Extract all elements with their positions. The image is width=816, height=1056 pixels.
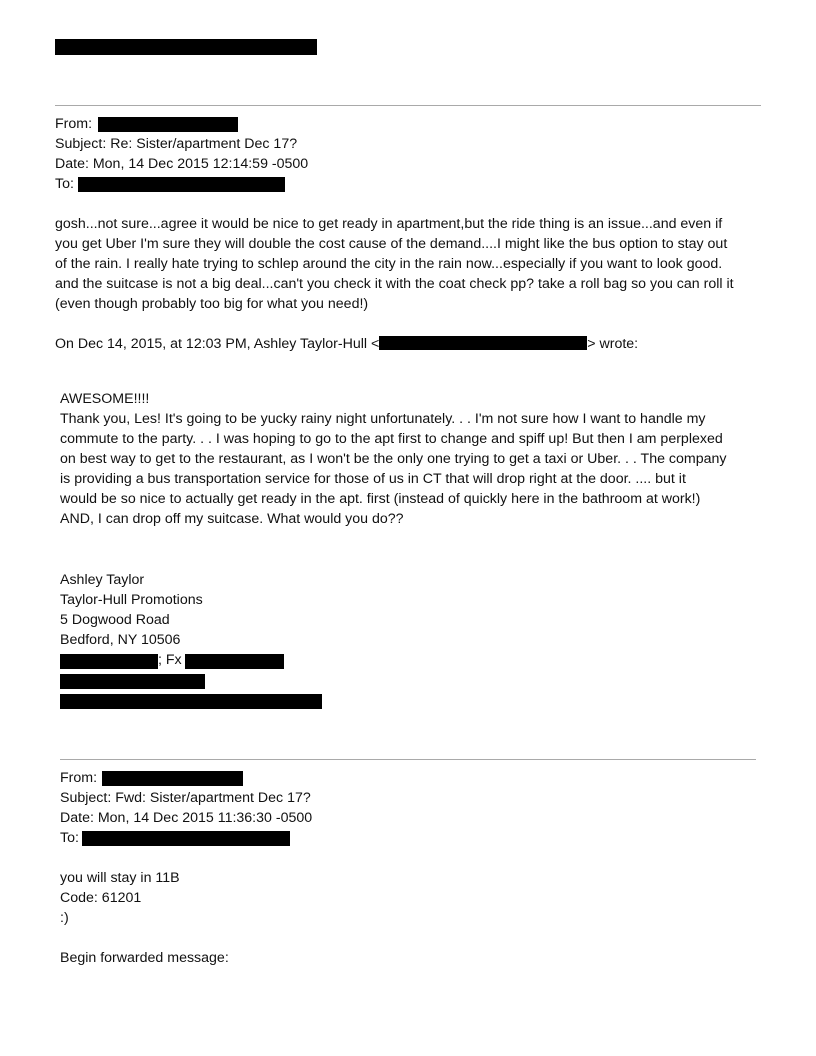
quoted-body	[60, 409, 727, 529]
email1-body-line: gosh...not sure...agree it would be nice to get ready in apartment,but the ride thing is an issue...and even if	[55, 216, 723, 232]
forward-divider	[60, 759, 756, 760]
quoted-body-line: on best way to get to the restaurant, as I won't be the only one trying to get a taxi or Uber. . . The company	[60, 451, 727, 467]
email1-from-redaction	[98, 117, 238, 132]
signature-name: Ashley Taylor	[60, 572, 145, 588]
email2-from-redaction	[102, 771, 243, 786]
signature-web-redaction	[60, 694, 322, 709]
signature-address2: Bedford, NY 10506	[60, 632, 181, 648]
email2-body-line: Code: 61201	[60, 890, 142, 906]
quote-intro-prefix: On Dec 14, 2015, at 12:03 PM, Ashley Taylor-Hull <	[55, 336, 380, 352]
quote-email-redaction	[379, 336, 587, 350]
quoted-body-line: commute to the party. . . I was hoping to go to the apt first to change and spiff up! But then I am perplexed	[60, 431, 723, 447]
email1-from-label: From:	[55, 116, 93, 132]
signature-phone-redaction	[60, 654, 158, 669]
email2-to-redaction	[82, 831, 290, 846]
email1-body-line: and the suitcase is not a big deal...can't you check it with the coat check pp? take a roll bag so you can roll it	[55, 276, 734, 292]
forwarded-message-label: Begin forwarded message:	[60, 950, 229, 966]
email1-to-label: To:	[55, 176, 74, 192]
email1-date: Date: Mon, 14 Dec 2015 12:14:59 -0500	[55, 156, 309, 172]
email1-subject: Subject: Re: Sister/apartment Dec 17?	[55, 136, 298, 152]
signature-fax-label: ; Fx	[158, 652, 182, 668]
quote-intro-suffix: > wrote:	[587, 336, 639, 352]
email1-body-line: of the rain. I really hate trying to schlep around the city in the rain now...especially if you want to look good.	[55, 256, 723, 272]
quoted-heading: AWESOME!!!!	[60, 391, 150, 407]
signature-email-redaction	[60, 674, 205, 689]
email2-from-label: From:	[60, 770, 98, 786]
quoted-body-line: Thank you, Les! It's going to be yucky rainy night unfortunately. . . I'm not sure how I want to handle my	[60, 411, 706, 427]
quoted-body-line: would be so nice to actually get ready in the apt. first (instead of quickly here in the bathroom at work!)	[60, 491, 701, 507]
email2-body-line: :)	[60, 910, 69, 926]
signature-fax-redaction	[185, 654, 284, 669]
email2-to-label: To:	[60, 830, 79, 846]
quote-intro	[55, 334, 638, 354]
email2-date: Date: Mon, 14 Dec 2015 11:36:30 -0500	[60, 810, 313, 826]
email2-body-line: you will stay in 11B	[60, 870, 180, 886]
email2-subject: Subject: Fwd: Sister/apartment Dec 17?	[60, 790, 311, 806]
email1-body-line: (even though probably too big for what you need!)	[55, 296, 369, 312]
quoted-body-line: is providing a bus transportation service for those of us in CT that will drop right at the door. .... but it	[60, 471, 686, 487]
email2-body	[60, 868, 180, 928]
email1-to-redaction	[78, 177, 285, 192]
signature-address1: 5 Dogwood Road	[60, 612, 170, 628]
quoted-body-line: AND, I can drop off my suitcase. What would you do??	[60, 511, 404, 527]
email1-body-line: you get Uber I'm sure they will double the cost cause of the demand....I might like the bus option to stay out	[55, 236, 728, 252]
email1-body	[55, 214, 734, 314]
header-divider	[55, 105, 761, 106]
header-redaction	[55, 39, 317, 55]
signature-company: Taylor-Hull Promotions	[60, 592, 203, 608]
